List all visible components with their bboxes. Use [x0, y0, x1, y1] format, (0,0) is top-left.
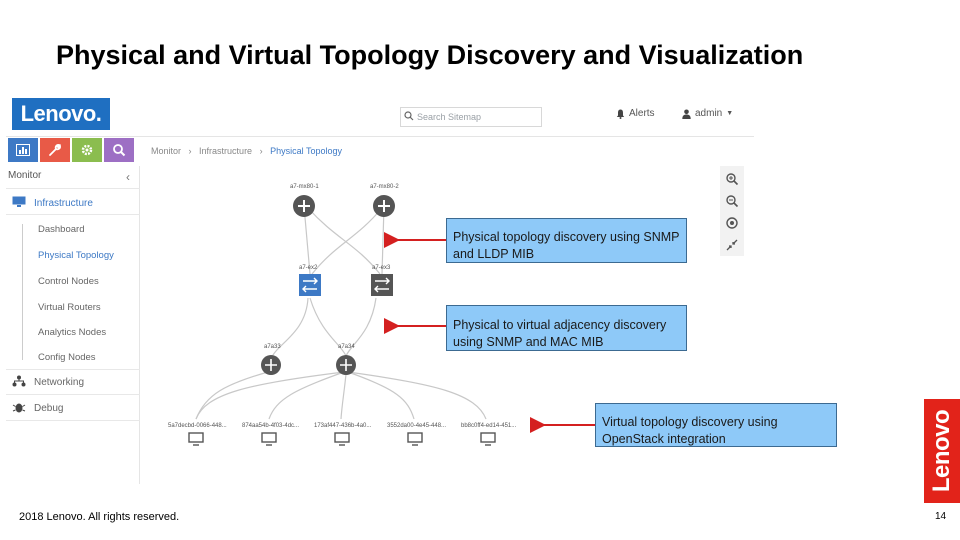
node-label: a7a34 — [338, 344, 355, 350]
vm-label: 5a7decbd-0066-448... — [168, 423, 227, 429]
sidebar-item-virtual-routers[interactable]: Virtual Routers — [38, 302, 101, 313]
vm-label: 173af447-436b-4a0... — [314, 423, 372, 429]
breadcrumb-monitor[interactable]: Monitor — [151, 146, 182, 156]
node-label: a7-ex2 — [299, 265, 318, 271]
footer-copyright: 2018 Lenovo. All rights reserved. — [19, 511, 180, 523]
brand-text: Lenovo — [928, 409, 955, 493]
breadcrumb-infrastructure[interactable]: Infrastructure — [199, 146, 253, 156]
search-placeholder: Search Sitemap — [417, 112, 482, 122]
sidebar-item-analytics-nodes[interactable]: Analytics Nodes — [38, 327, 107, 338]
sidebar-item-config-nodes[interactable]: Config Nodes — [38, 352, 96, 363]
breadcrumb-separator: › — [183, 146, 197, 156]
breadcrumb-separator: › — [254, 146, 268, 156]
callout-physical-virtual-adjacency: Physical to virtual adjacency discovery using SNMP and MAC MIB — [446, 305, 687, 351]
collapse-chevron-icon[interactable]: ‹ — [126, 170, 130, 184]
sidebar-item-physical-topology[interactable]: Physical Topology — [38, 250, 114, 261]
sidebar-item-networking[interactable]: Networking — [34, 377, 85, 388]
sidebar-header: Monitor — [8, 170, 42, 181]
lenovo-logo[interactable]: Lenovo. — [12, 98, 110, 130]
chevron-down-icon: ▼ — [726, 110, 734, 117]
node-label: a7-mx80-1 — [290, 184, 319, 190]
breadcrumb-physical-topology: Physical Topology — [270, 146, 342, 156]
vm-label: bb8c0ff4-ed14-451... — [461, 423, 517, 429]
sidebar-item-infrastructure[interactable]: Infrastructure — [34, 198, 93, 209]
callout-physical-topology: Physical topology discovery using SNMP and LLDP MIB — [446, 218, 687, 263]
alerts-label: Alerts — [629, 108, 655, 119]
vm-label: 874aa54b-4f03-4dc... — [242, 423, 300, 429]
node-label: a7-ex3 — [372, 265, 391, 271]
sidebar-item-debug[interactable]: Debug — [34, 403, 64, 414]
vm-label: 3552da00-4e45-448... — [387, 423, 447, 429]
user-label: admin — [695, 108, 723, 119]
sidebar-item-dashboard[interactable]: Dashboard — [38, 224, 85, 235]
slide-title: Physical and Virtual Topology Discovery and Visualization — [56, 40, 804, 70]
lenovo-brand-logo — [924, 399, 960, 503]
callout-virtual-topology: Virtual topology discovery using OpenStack integration — [595, 403, 837, 447]
node-label: a7a33 — [264, 344, 281, 350]
sidebar-item-control-nodes[interactable]: Control Nodes — [38, 276, 99, 287]
page-number: 14 — [935, 511, 947, 522]
node-label: a7-mx80-2 — [370, 184, 399, 190]
